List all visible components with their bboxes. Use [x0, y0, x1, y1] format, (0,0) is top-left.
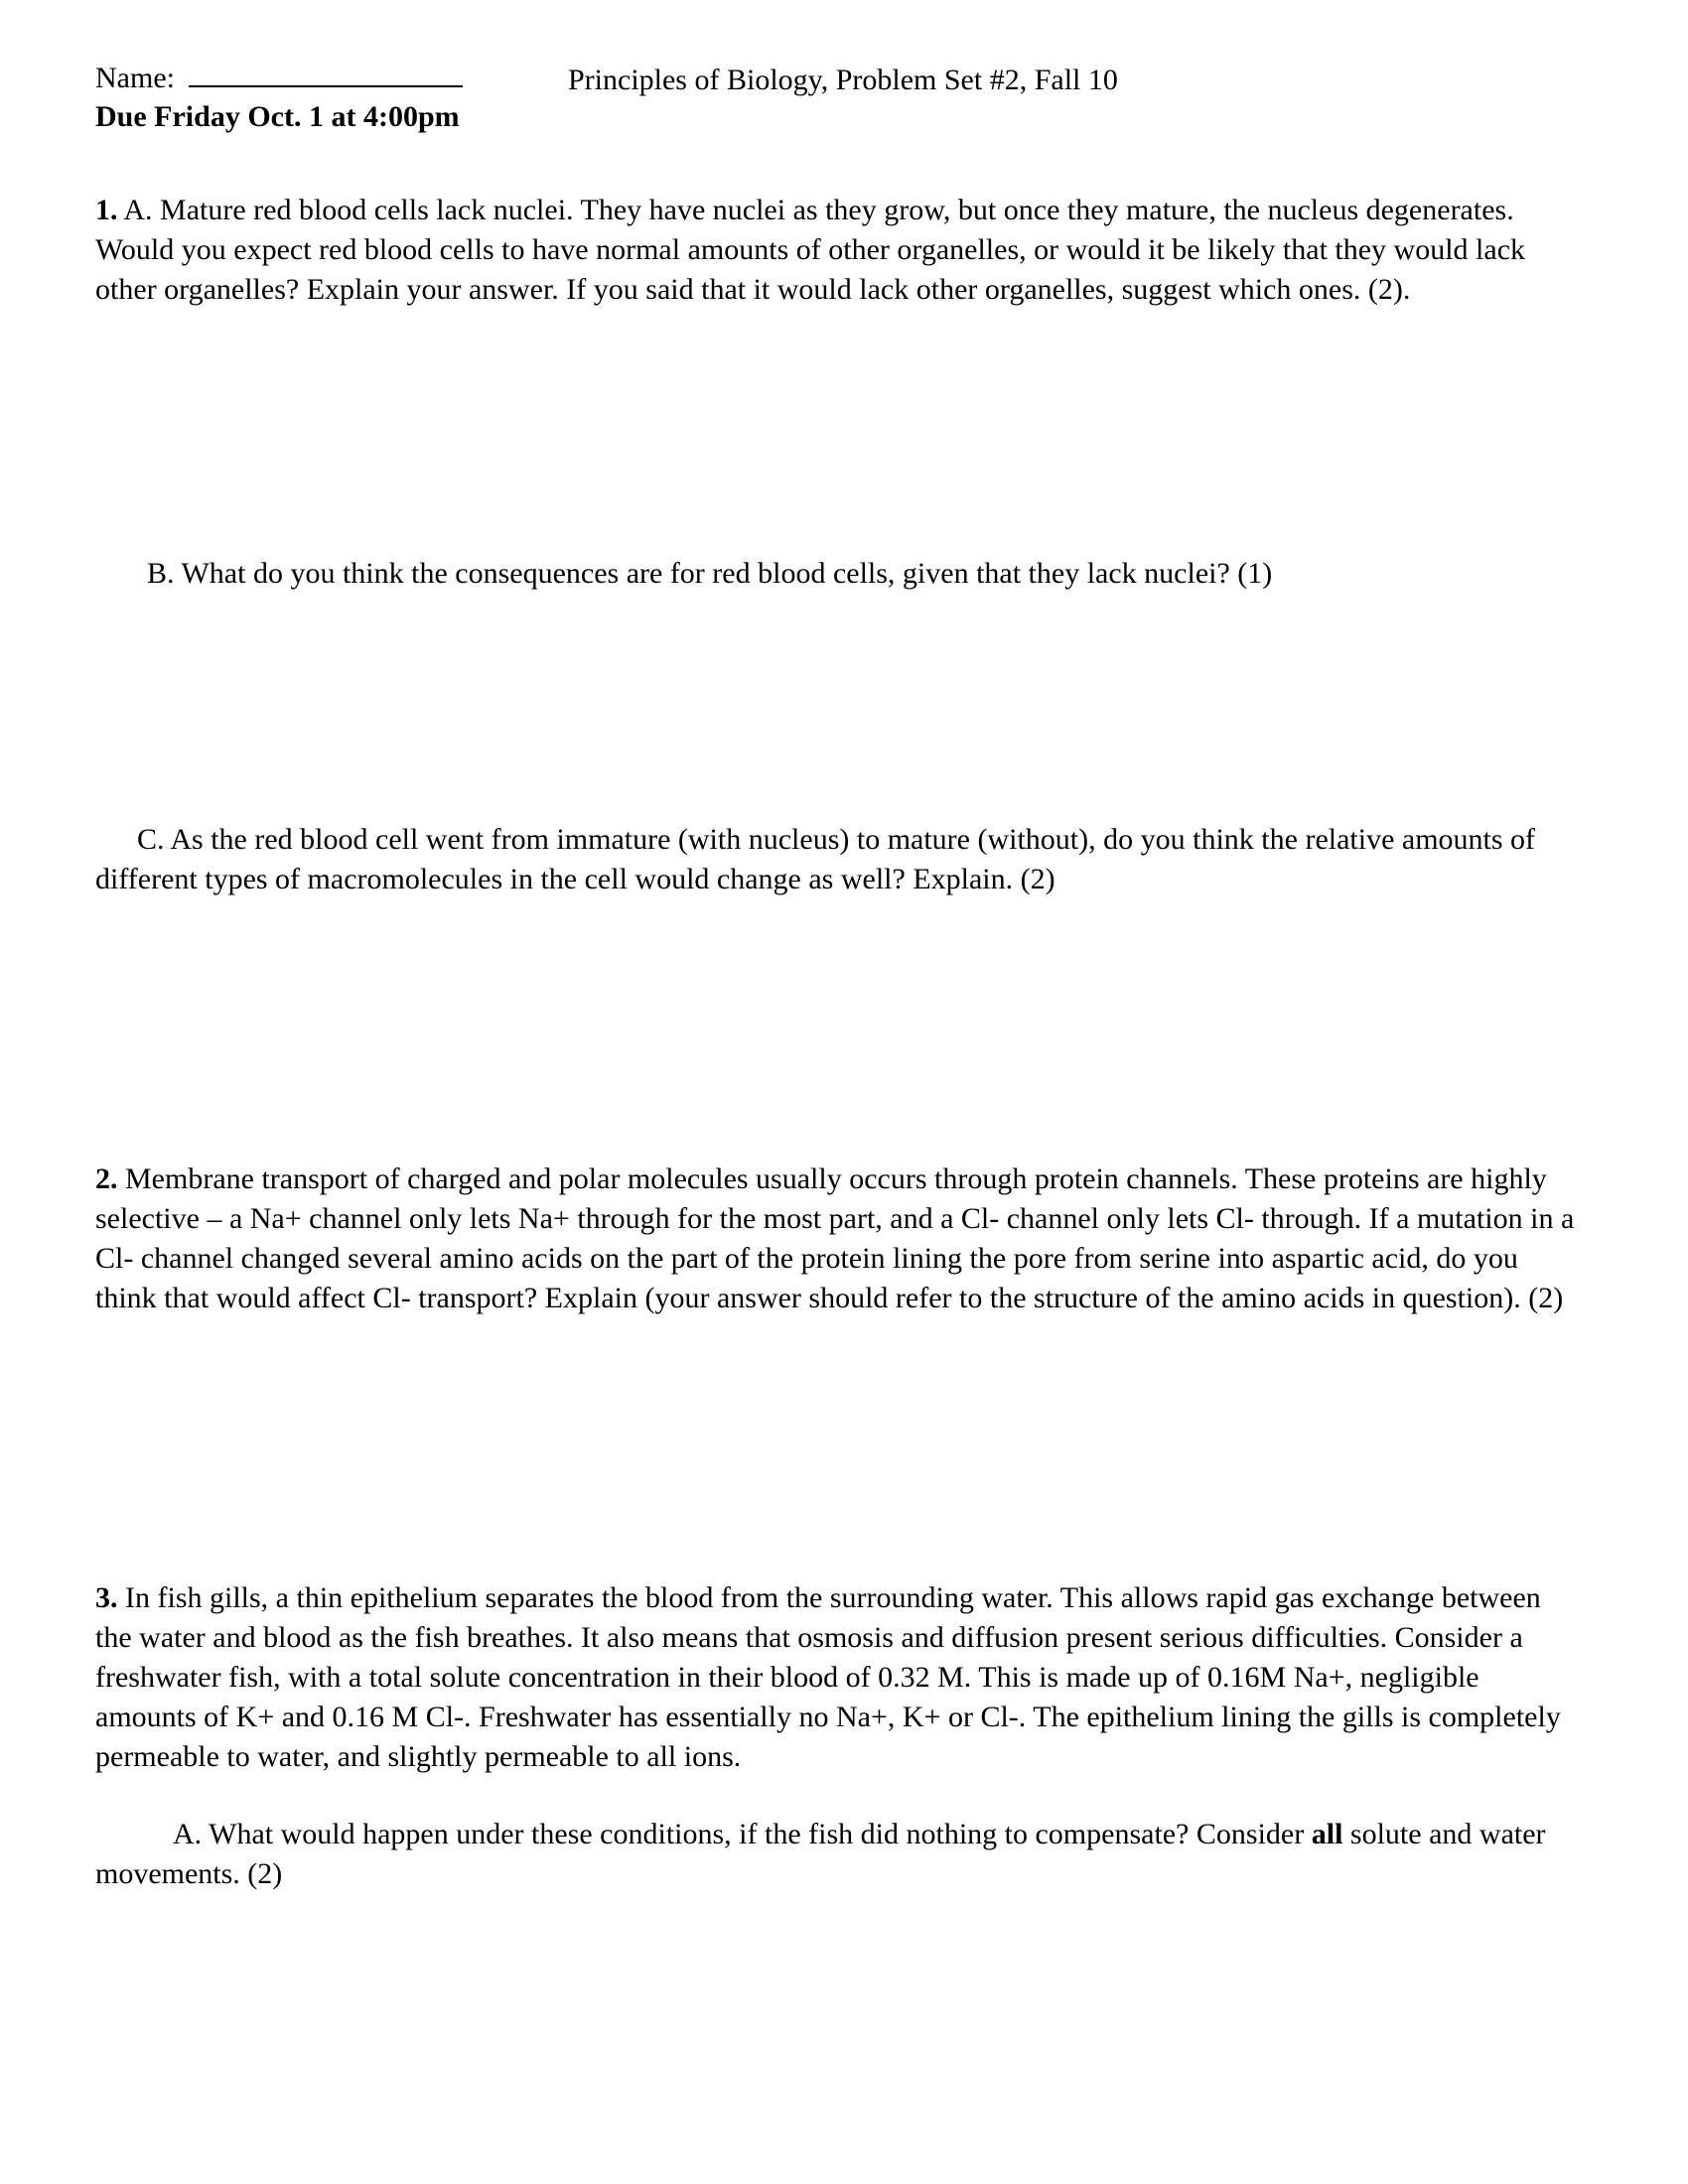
question-3-text: In fish gills, a thin epithelium separates the blood from the surrounding water. This allows rapid gas exchange between the water and blood as the fish breathes. It also means that osmosis and diffusion present serious difficulties. Consider a freshwater fish, with a total solute concentration in their blood of 0.32 M. This is made up of 0.16M Na+, negligible amounts of K+ and 0.16 M Cl-. Freshwater has essentially no Na+, K+ or Cl-. The epithelium lining the gills is completely permeable to water, and slightly permeable to all ions.	[95, 1581, 1561, 1773]
question-3	[95, 1578, 1579, 1777]
question-2-number: 2	[95, 1162, 110, 1195]
question-1-part-c	[95, 820, 1579, 899]
question-1-part-c-label: C.	[137, 823, 165, 856]
question-3-part-a-emphasis: all	[1311, 1818, 1343, 1850]
name-field-block	[95, 62, 463, 95]
header-top-row	[95, 62, 1579, 95]
question-3-part-a-text-before: What would happen under these conditions, if the fish did nothing to compensate? Consider	[209, 1818, 1312, 1850]
question-1-number-suffix: .	[110, 194, 118, 226]
question-2-number-suffix: .	[110, 1162, 118, 1195]
question-1-number: 1	[95, 194, 110, 226]
question-3-part-a-label: A.	[173, 1818, 203, 1850]
question-3-part-a	[95, 1815, 1579, 1894]
question-1-part-c-text: As the red blood cell went from immature (with nucleus) to mature (without), do you think the relative amounts of different types of macromolecules in the cell would change as well? Explain. (2)	[95, 823, 1536, 895]
due-date-line: Due Friday Oct. 1 at 4:00pm	[95, 100, 460, 133]
question-1-part-a-text: Mature red blood cells lack nuclei. They have nuclei as they grow, but once they mature, the nucleus degenerates. Would you expect red blood cells to have normal amounts of other organelles, or would it be likely that they would lack other organelles? Explain your answer. If you said that it would lack other organelles, suggest which ones. (2).	[95, 194, 1526, 306]
question-1-part-a-label: A.	[123, 194, 153, 226]
course-title-line: Principles of Biology, Problem Set #2, Fall 10	[568, 64, 1118, 96]
question-1-part-b-label: B.	[147, 557, 175, 590]
name-label: Name:	[95, 62, 175, 94]
question-1-part-a	[95, 191, 1579, 310]
question-3-part-a-text-after: solute and water movements. (2)	[95, 1818, 1546, 1890]
question-1-part-b-text: What do you think the consequences are for red blood cells, given that they lack nuclei? (1)	[181, 557, 1273, 590]
page-header	[95, 62, 1579, 147]
question-3-number: 3	[95, 1581, 110, 1614]
question-2-text: Membrane transport of charged and polar molecules usually occurs through protein channels. These proteins are highly selective – a Na+ channel only lets Na+ through for the most part, and a Cl- channel only lets Cl- through. If a mutation in a Cl- channel changed several amino acids on the part of the protein lining the pore from serine into aspartic acid, do you think that would affect Cl- transport? Explain (your answer should refer to the structure of the amino acids in question). (2)	[95, 1162, 1575, 1314]
name-write-in-line[interactable]	[189, 66, 463, 87]
question-3-number-suffix: .	[110, 1581, 118, 1614]
question-2	[95, 1160, 1579, 1318]
question-1-part-b	[95, 554, 1579, 594]
